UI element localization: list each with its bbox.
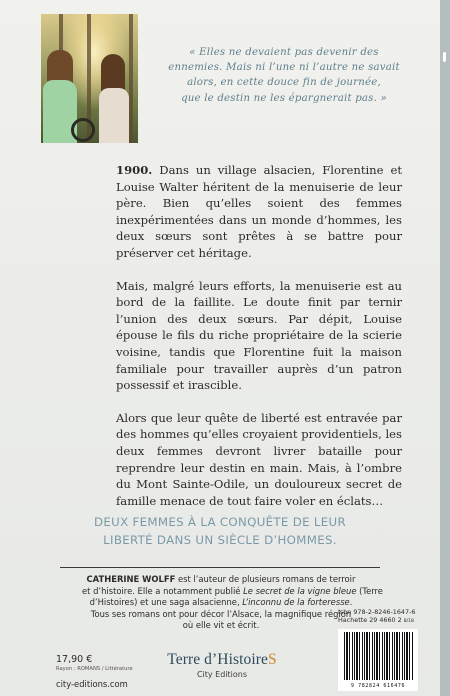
quote-line: que le destin ne les épargnerait pas. »: [181, 92, 387, 104]
author-line: d’Histoires) et une saga alsacienne, L’inconnu de la forteresse.: [89, 597, 353, 607]
isbn-block: [338, 608, 420, 691]
tagline: [60, 513, 380, 549]
publisher-imprint: City Editions: [196, 670, 248, 679]
barcode-digits: 9 782824 616476: [350, 683, 406, 690]
tagline-line: DEUX FEMMES À LA CONQUÊTE DE LEUR: [94, 515, 346, 529]
divider: [60, 567, 380, 568]
synopsis-paragraph-2: Mais, malgré leurs efforts, la menuiserie est au bord de la faillite. Le doute finit par ternir l’union des deux sœurs. Par dépit, Louise épouse le fils du riche propriétaire de la scierie voisine, tandis que Florentine fuit la maison familiale pour travailler auprès d’un patron possessif et irascible.: [116, 278, 402, 393]
synopsis: [116, 162, 402, 525]
cover-photo: [41, 14, 138, 143]
synopsis-p1-text: Dans un village alsacien, Florentine et Louise Walter héritent de la menuiserie de leur père. Bien qu’elles soient des femmes inexpérimentées dans un monde d’hommes, les deux sœurs sont prêtes à se battre pour préserver cet héritage.: [116, 163, 402, 260]
price-block: [56, 654, 133, 690]
publisher-website: city-editions.com: [56, 679, 128, 689]
quote-line: alors, en cette douce fin de journée,: [187, 77, 381, 89]
barcode-bars: [344, 632, 414, 680]
book-spine-edge: [440, 0, 450, 696]
price: 17,90 €: [56, 654, 93, 665]
book-title: L’inconnu de la forteresse: [242, 597, 350, 607]
publisher-name: Terre d’HistoireS: [167, 651, 277, 668]
author-line: Tous ses romans ont pour décor l’Alsace, la magnifique région: [90, 608, 352, 619]
pull-quote: [152, 45, 416, 106]
author-line: où elle vit et écrit.: [182, 620, 260, 630]
synopsis-paragraph-1: [116, 162, 402, 262]
bicycle-wheel: [71, 118, 95, 142]
genre-shelf: Rayon : ROMANS / Littérature: [56, 666, 133, 672]
author-line: et d’histoire. Elle a notamment publié Le secret de la vigne bleue (Terre: [82, 585, 383, 596]
synopsis-paragraph-3: Alors que leur quête de liberté est entravée par des hommes qu’elles croyaient providentiels, les deux femmes devront livrer bataille pour reprendre leur destin en main. Mais, à l’ombre du Mont Sainte-Odile, un douloureux secret de famille menace de tout faire voler en éclats…: [116, 410, 402, 508]
author-line: CATHERINE WOLFF est l’auteur de plusieurs romans de terroir: [86, 574, 356, 584]
book-title: Le secret de la vigne bleue: [243, 585, 357, 596]
isbn-number: Isbn 978-2-8246-1647-6: [338, 608, 416, 616]
ean-barcode-icon: [338, 629, 418, 691]
synopsis-year: 1900.: [116, 163, 153, 177]
publisher-logo: [155, 651, 289, 681]
hachette-code: Hachette 29 4660 2 8/18: [338, 616, 414, 625]
girl-right-body: [99, 88, 129, 143]
tagline-line: LIBERTÉ DANS UN SIÈCLE D’HOMMES.: [103, 533, 337, 547]
quote-line: « Elles ne devaient pas devenir des: [189, 47, 379, 58]
tree-trunk: [129, 14, 133, 143]
author-name: CATHERINE WOLFF: [86, 574, 176, 584]
quote-line: ennemies. Mais ni l’une ni l’autre ne savait: [168, 62, 400, 74]
